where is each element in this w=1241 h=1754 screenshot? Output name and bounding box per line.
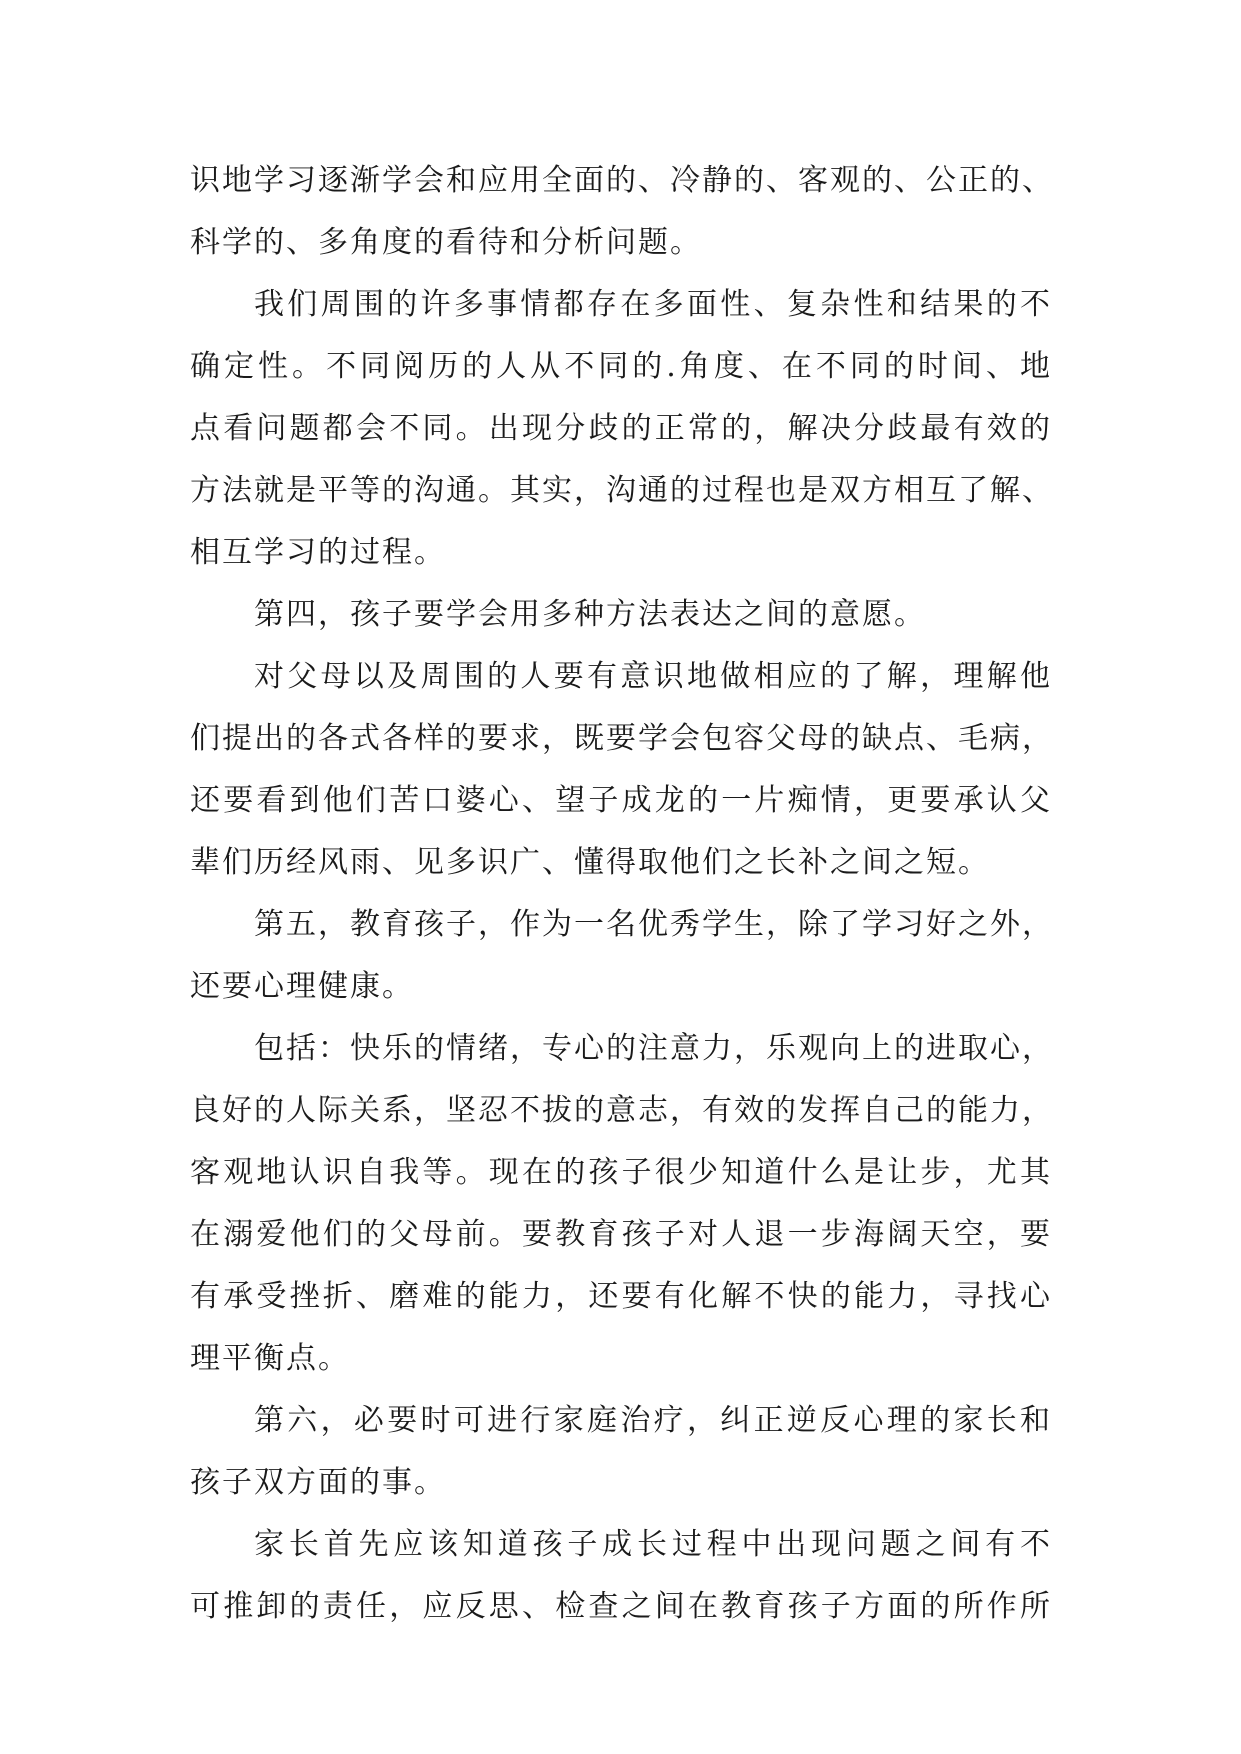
paragraph-first-line: 我们周围的许多事情都存在多面性、复杂性和结果的不 — [254, 287, 1052, 322]
document-body — [190, 150, 1052, 1638]
text-line: 孩子双方面的事。 — [190, 1465, 446, 1500]
text-line: 方法就是平等的沟通。其实，沟通的过程也是双方相互了解、 — [190, 473, 1054, 508]
text-line: 确定性。不同阅历的人从不同的.角度、在不同的时间、地 — [190, 349, 1052, 384]
text-line: 良好的人际关系，坚忍不拔的意志，有效的发挥自己的能力， — [190, 1093, 1054, 1128]
paragraph-first-line: 包括：快乐的情绪，专心的注意力，乐观向上的进取心， — [254, 1031, 1054, 1066]
section-heading: 第四，孩子要学会用多种方法表达之间的意愿。 — [254, 597, 926, 632]
text-line: 相互学习的过程。 — [190, 535, 446, 570]
text-line: 还要心理健康。 — [190, 969, 414, 1004]
paragraph-first-line: 家长首先应该知道孩子成长过程中出现问题之间有不 — [254, 1527, 1052, 1562]
text-line: 点看问题都会不同。出现分歧的正常的，解决分歧最有效的 — [190, 411, 1052, 446]
text-line: 科学的、多角度的看待和分析问题。 — [190, 225, 702, 260]
section-heading: 第五，教育孩子，作为一名优秀学生，除了学习好之外， — [254, 907, 1054, 942]
text-line: 还要看到他们苦口婆心、望子成龙的一片痴情，更要承认父 — [190, 783, 1052, 818]
text-line: 在溺爱他们的父母前。要教育孩子对人退一步海阔天空，要 — [190, 1217, 1052, 1252]
text-line: 们提出的各式各样的要求，既要学会包容父母的缺点、毛病， — [190, 721, 1054, 756]
paragraph-first-line: 对父母以及周围的人要有意识地做相应的了解，理解他 — [254, 659, 1052, 694]
text-line: 客观地认识自我等。现在的孩子很少知道什么是让步，尤其 — [190, 1155, 1052, 1190]
section-heading: 第六，必要时可进行家庭治疗，纠正逆反心理的家长和 — [254, 1403, 1052, 1438]
text-line: 识地学习逐渐学会和应用全面的、冷静的、客观的、公正的、 — [190, 163, 1054, 198]
text-line: 有承受挫折、磨难的能力，还要有化解不快的能力，寻找心 — [190, 1279, 1052, 1314]
text-line: 理平衡点。 — [190, 1341, 350, 1376]
text-line: 可推卸的责任，应反思、检查之间在教育孩子方面的所作所 — [190, 1589, 1052, 1624]
text-line: 辈们历经风雨、见多识广、懂得取他们之长补之间之短。 — [190, 845, 990, 880]
